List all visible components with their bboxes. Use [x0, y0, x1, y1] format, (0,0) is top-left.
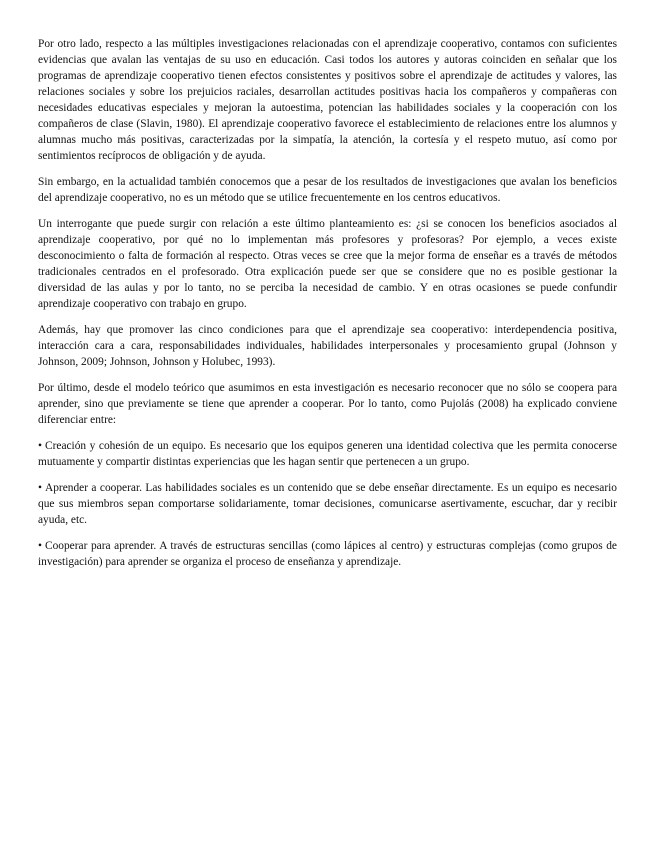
paragraph-current-use: Sin embargo, en la actualidad también conocemos que a pesar de los resultados de investigaciones que avalan los beneficios del aprendizaje cooperativo, no es un método que se utilice frecuentemente en los centros educativos. — [38, 176, 617, 204]
paragraph-question: Un interrogante que puede surgir con relación a este último planteamiento es: ¿si se conocen los beneficios asociados al aprendizaje cooperativo, por qué no lo implementan más profesores y profesoras? Por ejemplo, a veces existe desconocimiento o falta de formación al respecto. Otras veces se cree que la mejor forma de enseñar es a través de métodos tradicionales centrados en el profesorado. Otra explicación puede ser que se considere que no es posible gestionar la diversidad de las aulas y por lo tanto, no se perciba la necesidad de cambio. Y en otras ocasiones se puede confundir aprendizaje cooperativo con trabajo en grupo. — [38, 218, 617, 310]
bullet-marker: • — [38, 482, 42, 494]
bullet-text: Creación y cohesión de un equipo. Es necesario que los equipos generen una identidad colectiva que les permita conocerse mutuamente y compartir distintas experiencias que les hagan sentir que pertenecen a un grupo. — [38, 440, 617, 468]
bullet-item-creation — [38, 438, 617, 470]
document-page — [38, 36, 617, 580]
bullet-item-learn-cooperate — [38, 480, 617, 528]
paragraph-benefits: Por otro lado, respecto a las múltiples investigaciones relacionadas con el aprendizaje cooperativo, contamos con suficientes evidencias que avalan las ventajas de su uso en educación. Casi todos los autores y autoras coinciden en señalar que los programas de aprendizaje cooperativo tienen efectos consistentes y positivos sobre el aprendizaje de actitudes y valores, las relaciones sociales y sobre los prejuicios raciales, desarrollan actitudes positivas hacia los compañeros y compañeras con necesidades educativas especiales y mejoran la autoestima, potencian las habilidades sociales y la cooperación con los compañeros de clase (Slavin, 1980). El aprendizaje cooperativo favorece el establecimiento de relaciones entre los alumnos y alumnas mucho más positivas, caracterizadas por la simpatía, la atención, la cortesía y el respeto mutuo, así como por sentimientos recíprocos de obligación y de ayuda. — [38, 38, 617, 162]
paragraph-theory: Por último, desde el modelo teórico que asumimos en esta investigación es necesario reconocer que no sólo se coopera para aprender, sino que previamente se tiene que aprender a cooperar. Por lo tanto, como Pujolás (2008) ha explicado conviene diferenciar entre: — [38, 382, 617, 426]
bullet-marker: • — [38, 440, 42, 452]
bullet-item-cooperate-learn — [38, 538, 617, 570]
paragraph-conditions: Además, hay que promover las cinco condiciones para que el aprendizaje sea cooperativo: interdependencia positiva, interacción cara a cara, responsabilidades individuales, habilidades interpersonales y procesamiento grupal (Johnson y Johnson, 2009; Johnson, Johnson y Holubec, 1993). — [38, 324, 617, 368]
bullet-text: Cooperar para aprender. A través de estructuras sencillas (como lápices al centro) y estructuras complejas (como grupos de investigación) para aprender se organiza el proceso de enseñanza y aprendizaje. — [38, 540, 617, 568]
bullet-marker: • — [38, 540, 42, 552]
bullet-text: Aprender a cooperar. Las habilidades sociales es un contenido que se debe enseñar directamente. Es un equipo es necesario que sus miembros sepan comportarse solidariamente, tomar decisiones, comunicarse asertivamente, escuchar, dar y recibir ayuda, etc. — [38, 482, 617, 526]
